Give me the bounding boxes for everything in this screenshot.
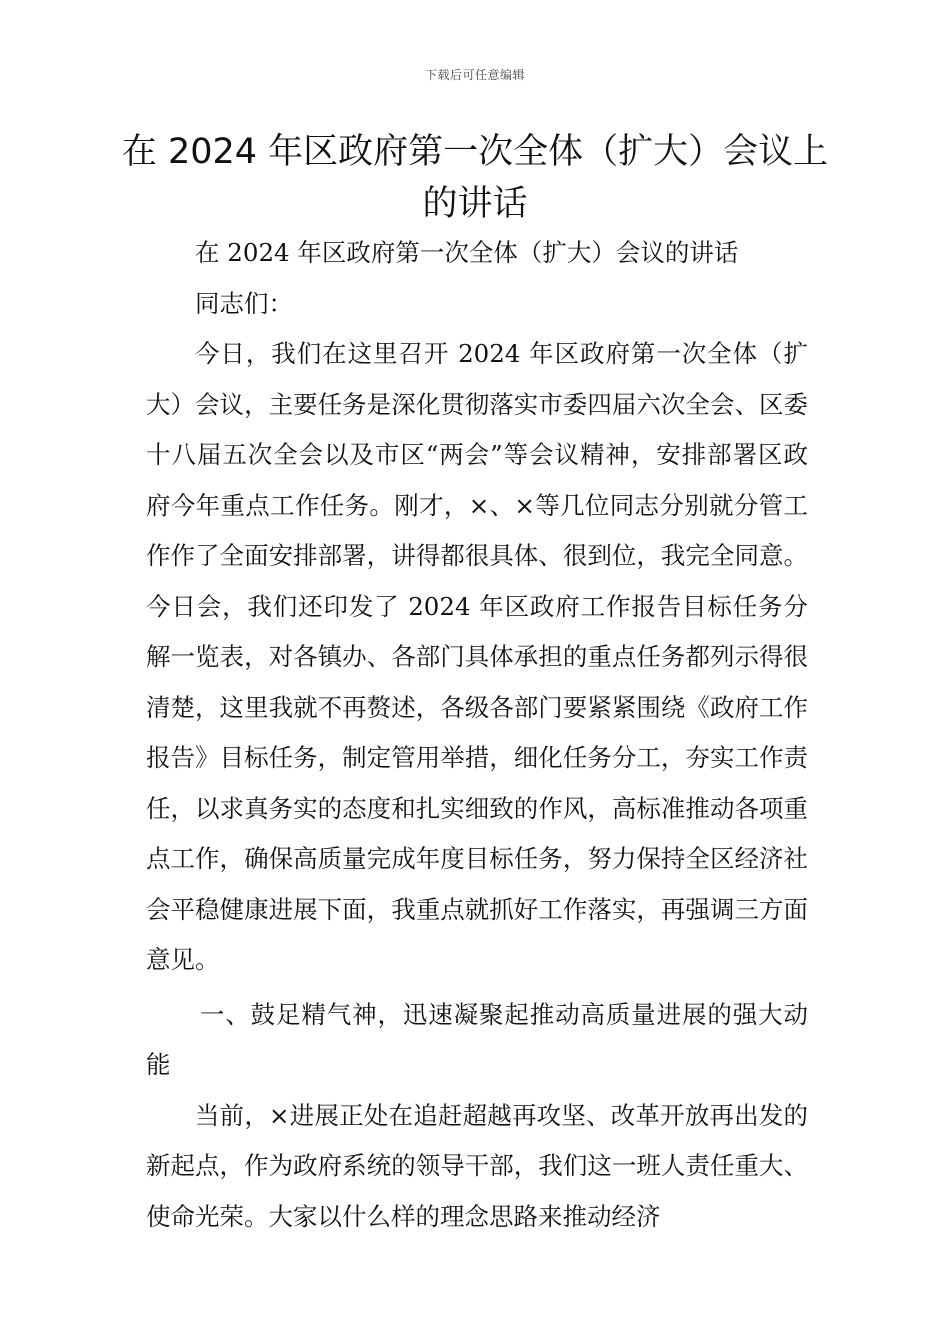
subtitle-paragraph: 在 2024 年区政府第一次全体（扩大）会议的讲话	[195, 238, 739, 267]
body-paragraph: 今日，我们在这里召开 2024 年区政府第一次全体（扩大）会议，主要任务是深化贯彻落实市委四届六次全会、区委十八届五次全会以及市区“两会”等会议精神，安排部署区政府今年重点工作任务。刚才，×、×等几位同志分别就分管工作作了全面安排部署，讲得都很具体、很到位，我完全同意。今日会，我们还印发了 2024 年区政府工作报告目标任务分解一览表，对各镇办、各部门具体承担的重点任务都列示得很清楚，这里我就不再赘述，各级各部门要紧紧围绕《政府工作报告》目标任务，制定管用举措，细化任务分工，夯实工作责任，以求真务实的态度和扎实细致的作风，高标准推动各项重点工作，确保高质量完成年度目标任务，努力保持全区经济社会平稳健康进展下面，我重点就抓好工作落实，再强调三方面意见。	[146, 339, 808, 974]
section-heading: 一、鼓足精气神，迅速凝聚起推动高质量进展的强大动能	[146, 999, 808, 1079]
body-paragraph: 当前，×进展正处在追赶超越再攻坚、改革开放再出发的新起点，作为政府系统的领导干部，我们这一班人责任重大、使命光荣。大家以什么样的理念思路来推动经济	[146, 1100, 808, 1231]
header-note: 下载后可任意编辑	[424, 68, 525, 82]
document-title: 在 2024 年区政府第一次全体（扩大）会议上的讲话	[121, 132, 829, 224]
document-body	[146, 228, 808, 1242]
salutation-paragraph: 同志们：	[195, 288, 293, 318]
